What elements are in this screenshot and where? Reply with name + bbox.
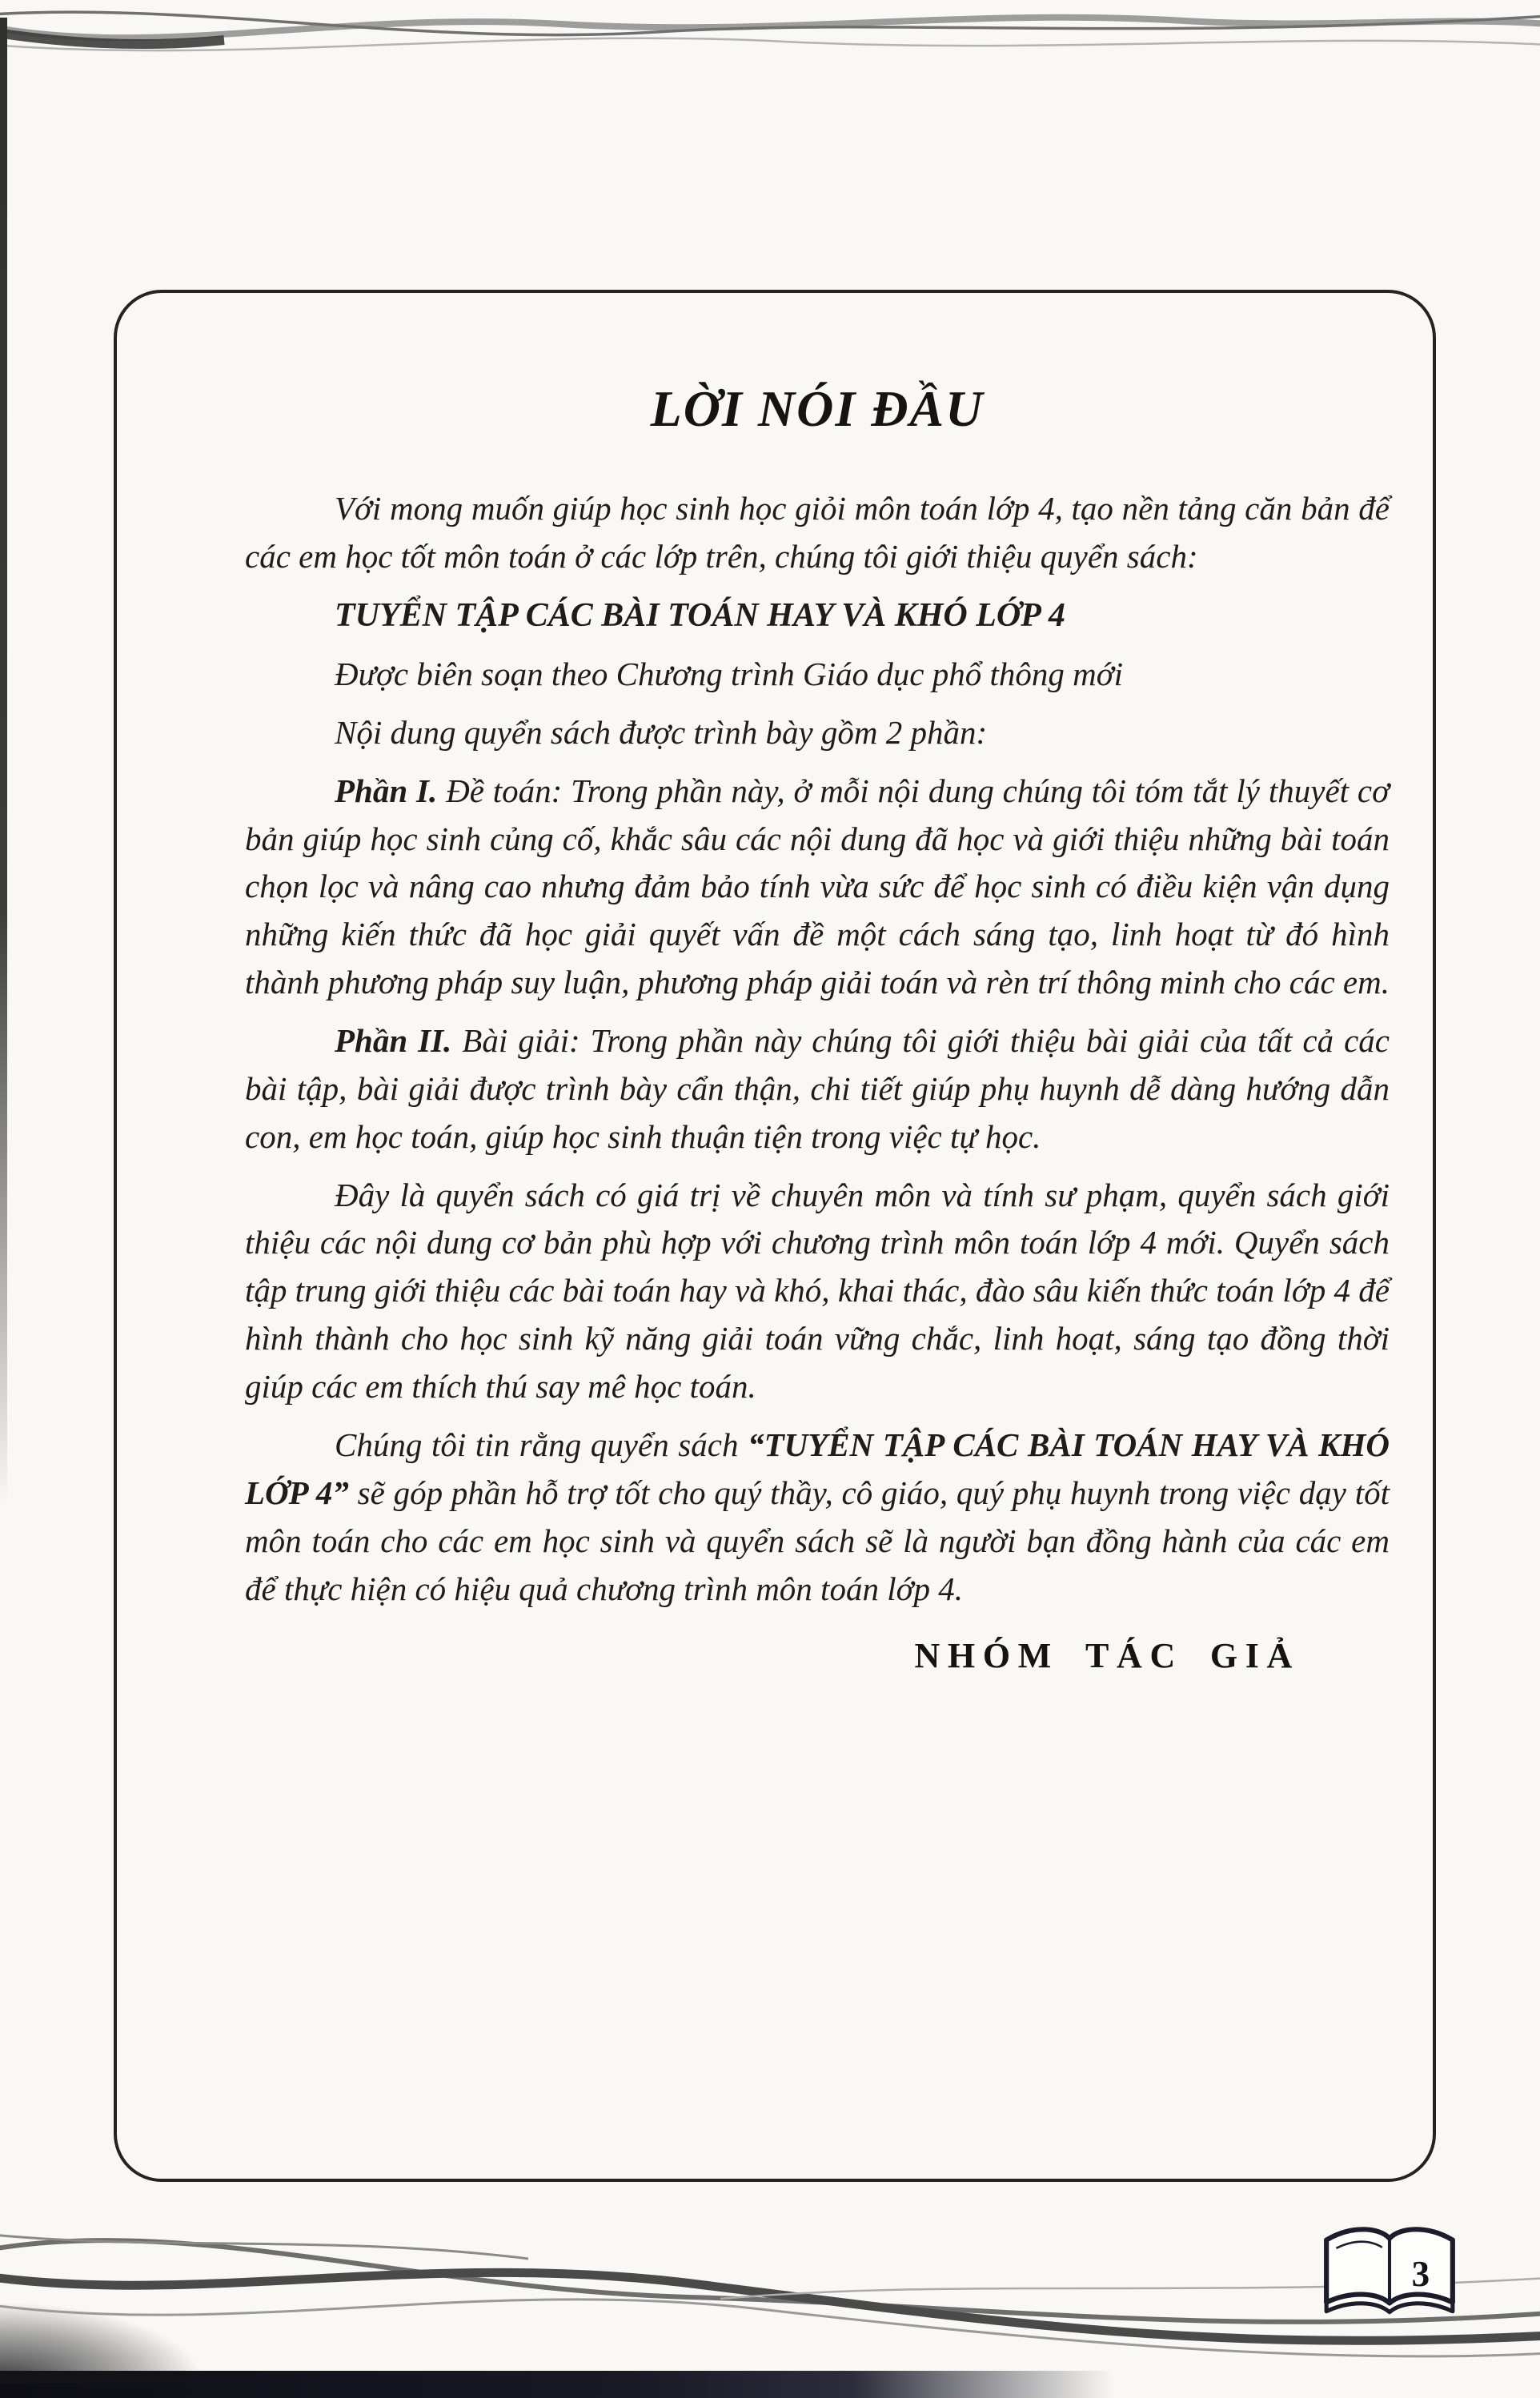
closing-book-title: “TUYỂN TẬP CÁC BÀI TOÁN HAY VÀ KHÓ LỚP 4” (245, 1426, 1390, 1511)
author-signature: NHÓM TÁC GIẢ (914, 1636, 1300, 1676)
page-number-badge (1319, 2219, 1460, 2321)
part1-label: Phần I. (335, 772, 438, 809)
closing-lead: Chúng tôi tin rằng quyển sách (335, 1426, 748, 1463)
book-title-line: TUYỂN TẬP CÁC BÀI TOÁN HAY VÀ KHÓ LỚP 4 (335, 596, 1065, 634)
paragraph-value: Đây là quyển sách có giá trị về chuyên môn và tính sư phạm, quyển sách giới thiệu các nội dung cơ bản phù hợp với chương trình môn toán lớp 4 mới. Quyển sách tập trung giới thiệu các bài toán hay và khó, khai thác, đào sâu kiến thức toán lớp 4 để hình thành cho học sinh kỹ năng giải toán vững chắc, linh hoạt, sáng tạo đồng thời giúp các em thích thú say mê học toán. (245, 1176, 1390, 1406)
part2-text: Bài giải: Trong phần này chúng tôi giới thiệu bài giải của tất cả các bài tập, bài giải được trình bày cẩn thận, chi tiết giúp phụ huynh dễ dàng hướng dẫn con, em học toán, giúp học sinh thuận tiện trong việc tự học. (245, 1022, 1390, 1155)
open-book-icon (1319, 2219, 1460, 2321)
paragraph-part1 (245, 768, 1390, 1007)
wave-line (0, 2235, 528, 2259)
paragraph-intro: Với mong muốn giúp học sinh học giỏi môn toán lớp 4, tạo nền tảng căn bản để các em học tốt môn toán ở các lớp trên, chúng tôi giới thiệu quyển sách: (245, 490, 1390, 575)
wave-line (0, 2272, 1540, 2340)
content-frame (114, 290, 1436, 2182)
closing-tail: sẽ góp phần hỗ trợ tốt cho quý thầy, cô giáo, quý phụ huynh trong việc dạy tốt môn toán cho các em học sinh và quyển sách sẽ là người bạn đồng hành của các em để thực hiện có hiệu quả chương trình môn toán lớp 4. (245, 1474, 1390, 1607)
paragraph-part2 (245, 1017, 1390, 1161)
page-title: LỜI NÓI ĐẦU (650, 380, 985, 437)
wave-line (0, 38, 1540, 50)
line-structure: Nội dung quyển sách được trình bày gồm 2 phần: (335, 713, 988, 751)
paragraph-closing (245, 1422, 1390, 1613)
part1-text: Đề toán: Trong phần này, ở mỗi nội dung chúng tôi tóm tắt lý thuyết cơ bản giúp học sinh củng cố, khắc sâu các nội dung đã học và giới thiệu những bài toán chọn lọc và nâng cao nhưng đảm bảo tính vừa sức để học sinh có điều kiện vận dụng những kiến thức đã học giải quyết vấn đề một cách sáng tạo, linh hoạt từ đó hình thành phương pháp suy luận, phương pháp giải toán và rèn trí thông minh cho các em. (245, 772, 1390, 1001)
wave-line (0, 2300, 1540, 2356)
bottom-decorative-waves (0, 2201, 1540, 2373)
page-number: 3 (1411, 2253, 1430, 2294)
scan-edge-artifact (0, 18, 7, 1506)
top-decorative-waves (0, 0, 1540, 76)
part2-label: Phần II. (335, 1022, 452, 1060)
line-compiled: Được biên soạn theo Chương trình Giáo dục phổ thông mới (335, 656, 1123, 693)
